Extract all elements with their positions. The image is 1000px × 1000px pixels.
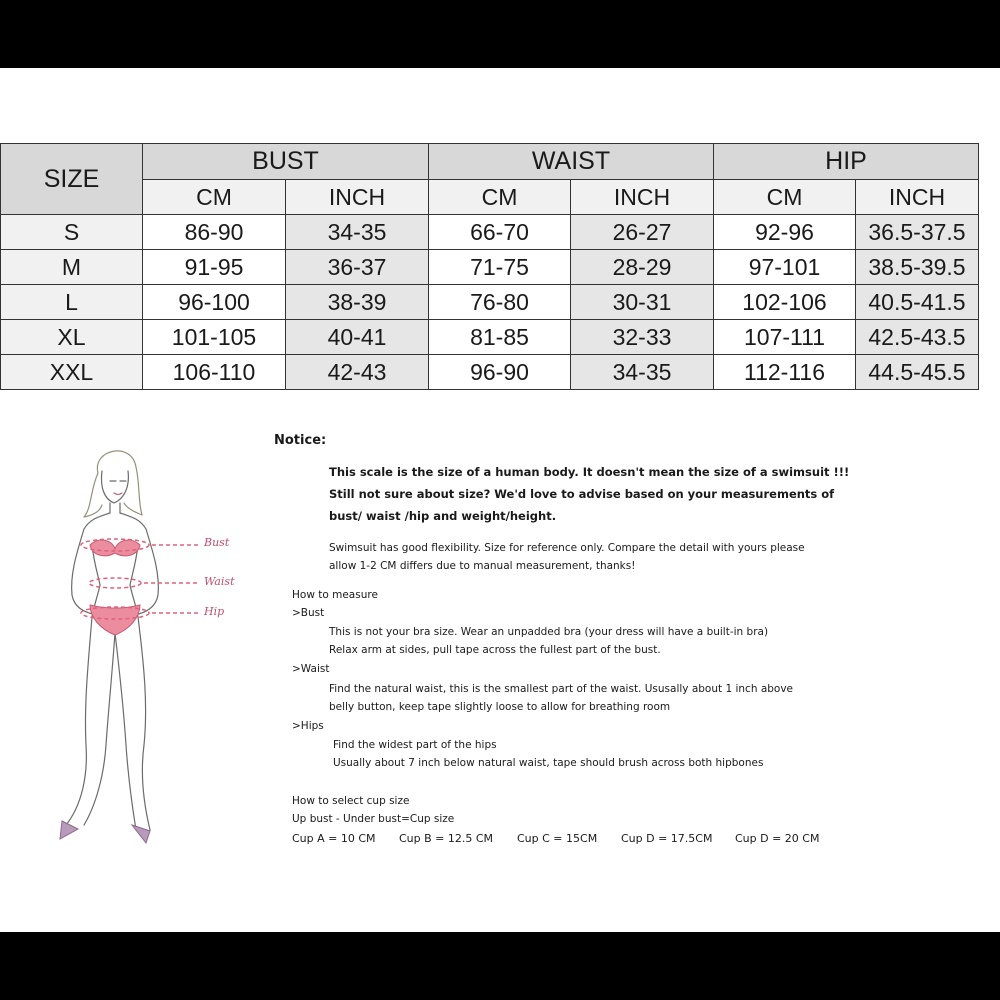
notice-bold-line: This scale is the size of a human body. It doesn't mean the size of a swimsuit !!! [329,465,850,479]
table-cell: 66-70 [429,215,571,250]
unit-header: CM [143,180,286,215]
table-cell: 26-27 [571,215,714,250]
hip-label: Hip [204,605,225,618]
table-row [1,250,979,285]
table-cell: 71-75 [429,250,571,285]
cup-size-item: Cup A = 10 CM [292,832,376,845]
unit-header: CM [714,180,856,215]
table-cell: 36.5-37.5 [856,215,979,250]
size-label: L [1,285,143,320]
size-chart-table [0,143,979,390]
table-cell: 36-37 [286,250,429,285]
table-row [1,320,979,355]
notice-bold-line: Still not sure about size? We'd love to advise based on your measurements of [329,487,835,501]
unit-header: INCH [856,180,979,215]
cup-size-item: Cup B = 12.5 CM [399,832,494,845]
unit-header: CM [429,180,571,215]
table-cell: 97-101 [714,250,856,285]
flexibility-line: Swimsuit has good flexibility. Size for reference only. Compare the detail with yours please [329,542,805,554]
unit-header: INCH [571,180,714,215]
flexibility-line: allow 1-2 CM differs due to manual measurement, thanks! [329,560,636,572]
table-cell: 106-110 [143,355,286,390]
cup-size-item: Cup D = 20 CM [735,832,820,845]
table-cell: 86-90 [143,215,286,250]
cup-size-item: Cup C = 15CM [517,832,598,845]
table-cell: 112-116 [714,355,856,390]
cup-size-formula: Up bust - Under bust=Cup size [292,813,455,825]
table-cell: 30-31 [571,285,714,320]
table-cell: 40.5-41.5 [856,285,979,320]
cup-size-heading: How to select cup size [292,795,410,807]
waist-label: Waist [204,575,235,588]
table-cell: 81-85 [429,320,571,355]
hips-instruction: Find the widest part of the hips [333,739,497,751]
waist-heading: >Waist [292,663,330,675]
table-row [1,215,979,250]
group-header-row [1,144,979,180]
table-cell: 38-39 [286,285,429,320]
cup-size-item: Cup D = 17.5CM [621,832,713,845]
table-cell: 34-35 [571,355,714,390]
table-cell: 101-105 [143,320,286,355]
table-cell: 102-106 [714,285,856,320]
how-to-measure-heading: How to measure [292,589,378,601]
table-cell: 42.5-43.5 [856,320,979,355]
notice-bold-line: bust/ waist /hip and weight/height. [329,509,557,523]
unit-header: INCH [286,180,429,215]
table-cell: 40-41 [286,320,429,355]
group-header-bust: BUST [143,144,429,180]
table-cell: 76-80 [429,285,571,320]
unit-header-row [1,180,979,215]
table-cell: 96-90 [429,355,571,390]
table-cell: 32-33 [571,320,714,355]
table-cell: 42-43 [286,355,429,390]
bust-heading: >Bust [292,607,325,619]
table-cell: 28-29 [571,250,714,285]
bust-instruction: Relax arm at sides, pull tape across the fullest part of the bust. [329,644,661,656]
size-label: XL [1,320,143,355]
group-header-hip: HIP [714,144,979,180]
table-cell: 92-96 [714,215,856,250]
bottom-black-bar [0,932,1000,1000]
hips-heading: >Hips [292,720,324,732]
hips-instruction: Usually about 7 inch below natural waist, tape should brush across both hipbones [333,757,764,769]
table-cell: 44.5-45.5 [856,355,979,390]
bust-label: Bust [204,536,230,549]
bust-instruction: This is not your bra size. Wear an unpadded bra (your dress will have a built-in bra) [329,626,769,638]
table-row [1,285,979,320]
size-column-header: SIZE [1,144,143,215]
table-cell: 91-95 [143,250,286,285]
table-cell: 107-111 [714,320,856,355]
table-cell: 96-100 [143,285,286,320]
table-cell: 34-35 [286,215,429,250]
table-cell: 38.5-39.5 [856,250,979,285]
notice-title: Notice: [274,433,327,448]
group-header-waist: WAIST [429,144,714,180]
size-label: M [1,250,143,285]
table-row [1,355,979,390]
waist-instruction: belly button, keep tape slightly loose to allow for breathing room [329,701,671,713]
size-label: XXL [1,355,143,390]
waist-instruction: Find the natural waist, this is the smallest part of the waist. Ususally about 1 inch above [329,683,794,695]
size-label: S [1,215,143,250]
body-measurement-illustration [40,445,250,845]
top-black-bar [0,0,1000,68]
